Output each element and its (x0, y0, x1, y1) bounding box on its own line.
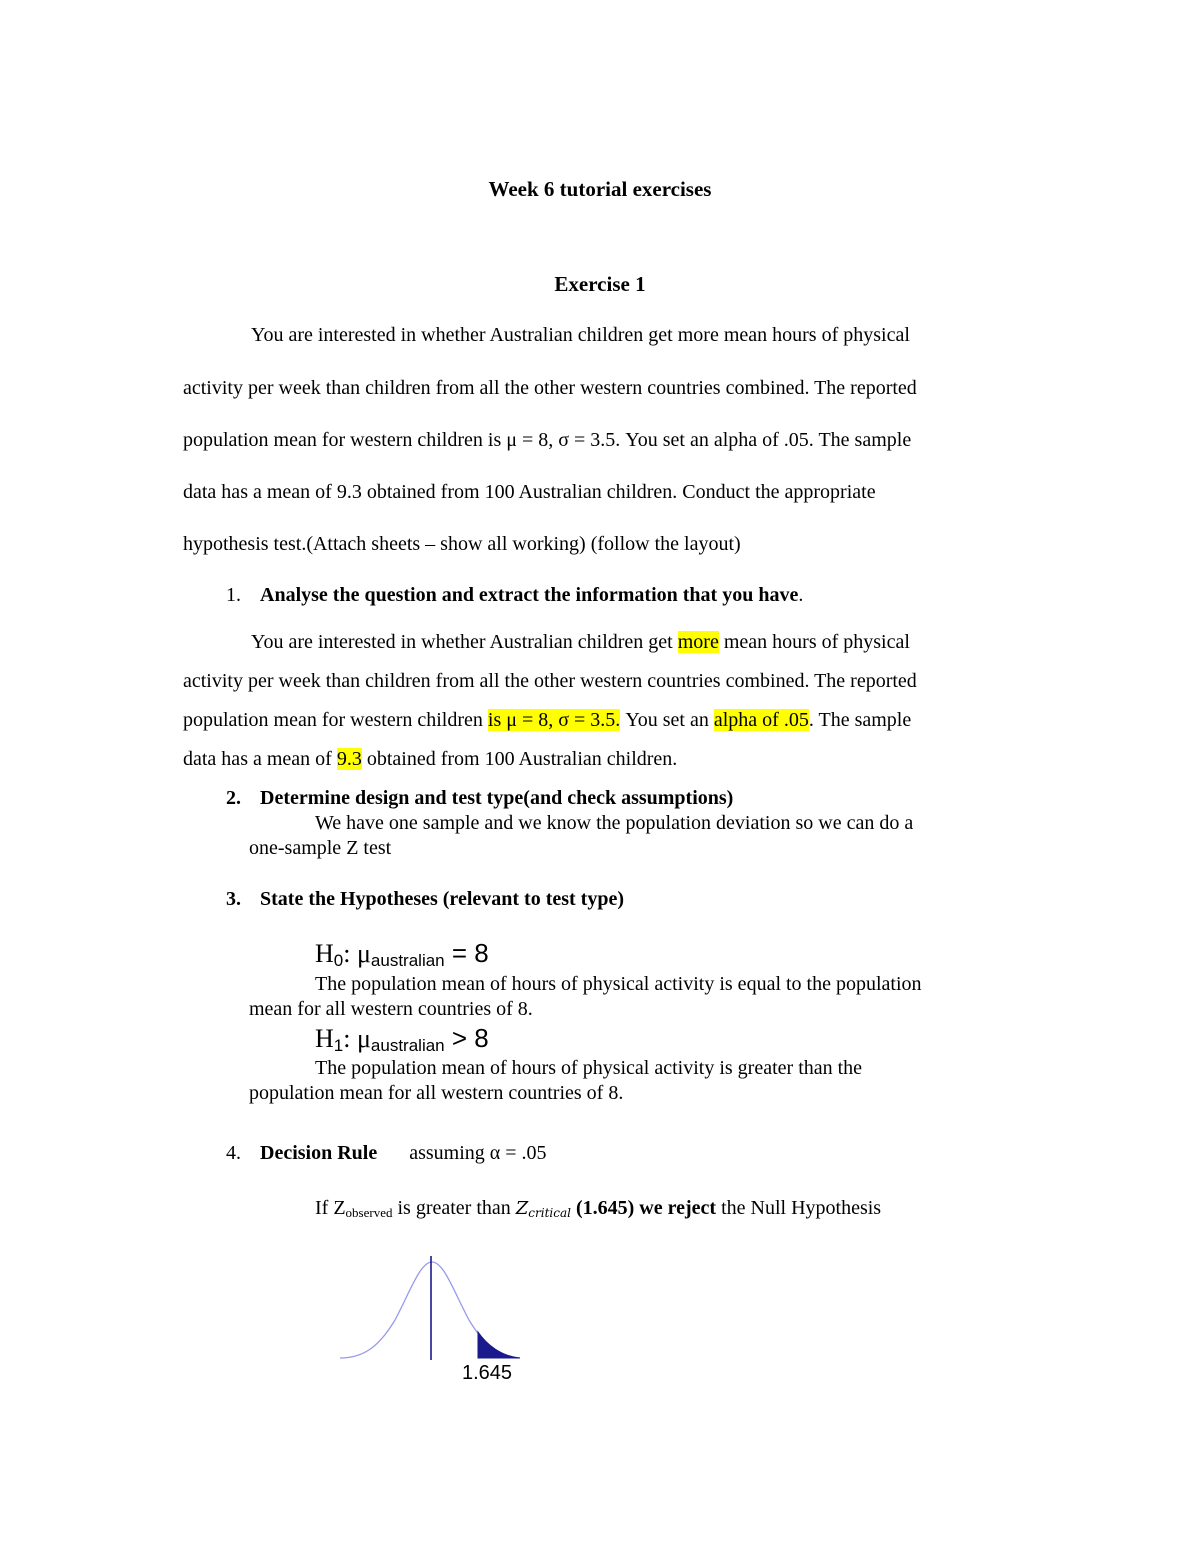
rule-mid: is greater than (392, 1197, 516, 1219)
step-2-heading (226, 787, 733, 810)
rule-if: If $Z_{observed}$ (315, 1197, 393, 1220)
rule-end: the Null Hypothesis (716, 1197, 882, 1219)
h0-description-line-2: mean for all western countries of 8. (249, 998, 533, 1020)
highlight-more: more (677, 631, 719, 653)
step-3-heading (226, 888, 624, 911)
step-3-title: State the Hypotheses (relevant to test type) (260, 888, 624, 910)
step-1-line-1-b: mean hours of physical (718, 631, 910, 653)
step-4-heading (226, 1142, 547, 1165)
step-2-title: Determine design and test type(and check assumptions) (260, 787, 734, 809)
h0-subscript: 0 (333, 951, 344, 970)
step-2-line-2: one-sample Z test (249, 837, 392, 859)
step-1-line-2: activity per week than children from all the other western countries combined. The reported (183, 670, 917, 692)
step-1-line-3 (183, 709, 911, 732)
document-title: Week 6 tutorial exercises (488, 177, 712, 201)
h0-equals: = 8 (444, 938, 489, 968)
step-1-line-1 (251, 631, 910, 654)
exercise-title: Exercise 1 (554, 272, 646, 296)
step-1-heading (226, 584, 803, 607)
step-4-title: Decision Rule (260, 1142, 378, 1164)
step-1-line-3-c: . The sample (808, 709, 912, 731)
h1-label: H (315, 1024, 334, 1053)
step-1-line-3-a: population mean for western children (183, 709, 488, 731)
step-4-assumption: assuming α = .05 (409, 1142, 547, 1164)
h1-subscript: 1 (333, 1036, 344, 1055)
h1-mu: : μ (343, 1024, 371, 1053)
step-1-line-4 (183, 748, 677, 771)
normal-distribution-figure (335, 1250, 535, 1370)
intro-line-5: hypothesis test.(Attach sheets – show all working) (follow the layout) (183, 533, 741, 555)
rule-reject: we reject (639, 1197, 717, 1219)
h1-greater-than: > 8 (444, 1023, 489, 1053)
highlight-population-params: is μ = 8, σ = 3.5. (487, 709, 621, 731)
decision-rule-text (315, 1197, 881, 1221)
intro-line-3: population mean for western children is μ = 8, σ = 3.5. You set an alpha of .05. The sample (183, 429, 912, 451)
intro-line-2: activity per week than children from all the other western countries combined. The reported (183, 377, 917, 399)
rule-observed-subscript: observed (345, 1205, 393, 1220)
step-3-number: 3. (226, 888, 241, 910)
highlight-sample-mean: 9.3 (336, 748, 362, 770)
step-1-line-3-b: You set an (620, 709, 714, 731)
null-hypothesis (315, 938, 489, 971)
step-1-line-4-b: obtained from 100 Australian children. (361, 748, 678, 770)
step-2-line-1: We have one sample and we know the population deviation so we can do a (315, 812, 914, 834)
h0-label: H (315, 939, 334, 968)
step-1-line-4-a: data has a mean of (183, 748, 337, 770)
h0-mu-subscript: australian (370, 951, 445, 970)
rejection-region-shade (478, 1332, 520, 1358)
h0-mu: : μ (343, 939, 371, 968)
h1-mu-subscript: australian (370, 1036, 445, 1055)
step-1-period: . (798, 584, 804, 606)
alternative-hypothesis (315, 1023, 489, 1056)
step-4-number: 4. (226, 1142, 241, 1164)
intro-line-4: data has a mean of 9.3 obtained from 100 Australian children. Conduct the appropriate (183, 481, 876, 503)
highlight-alpha: alpha of .05 (713, 709, 809, 731)
step-1-title: Analyse the question and extract the information that you have (260, 584, 799, 606)
normal-curve (340, 1262, 520, 1358)
step-1-line-1-a: You are interested in whether Australian children get (251, 631, 678, 653)
step-1-number: 1. (226, 584, 241, 606)
rule-critical-subscript: critical (528, 1206, 571, 1220)
rule-critical-value: (1.645) (570, 1197, 640, 1219)
h1-description-line-2: population mean for all western countries of 8. (249, 1082, 624, 1104)
intro-line-1: You are interested in whether Australian children get more mean hours of physical (251, 324, 910, 346)
h1-description-line-1: The population mean of hours of physical activity is greater than the (315, 1057, 863, 1079)
critical-value-label: 1.645 (462, 1362, 513, 1384)
h0-description-line-1: The population mean of hours of physical activity is equal to the population (315, 973, 922, 995)
rule-z-critical: $Z_{critical}$ (515, 1198, 571, 1220)
step-2-number: 2. (226, 787, 241, 809)
